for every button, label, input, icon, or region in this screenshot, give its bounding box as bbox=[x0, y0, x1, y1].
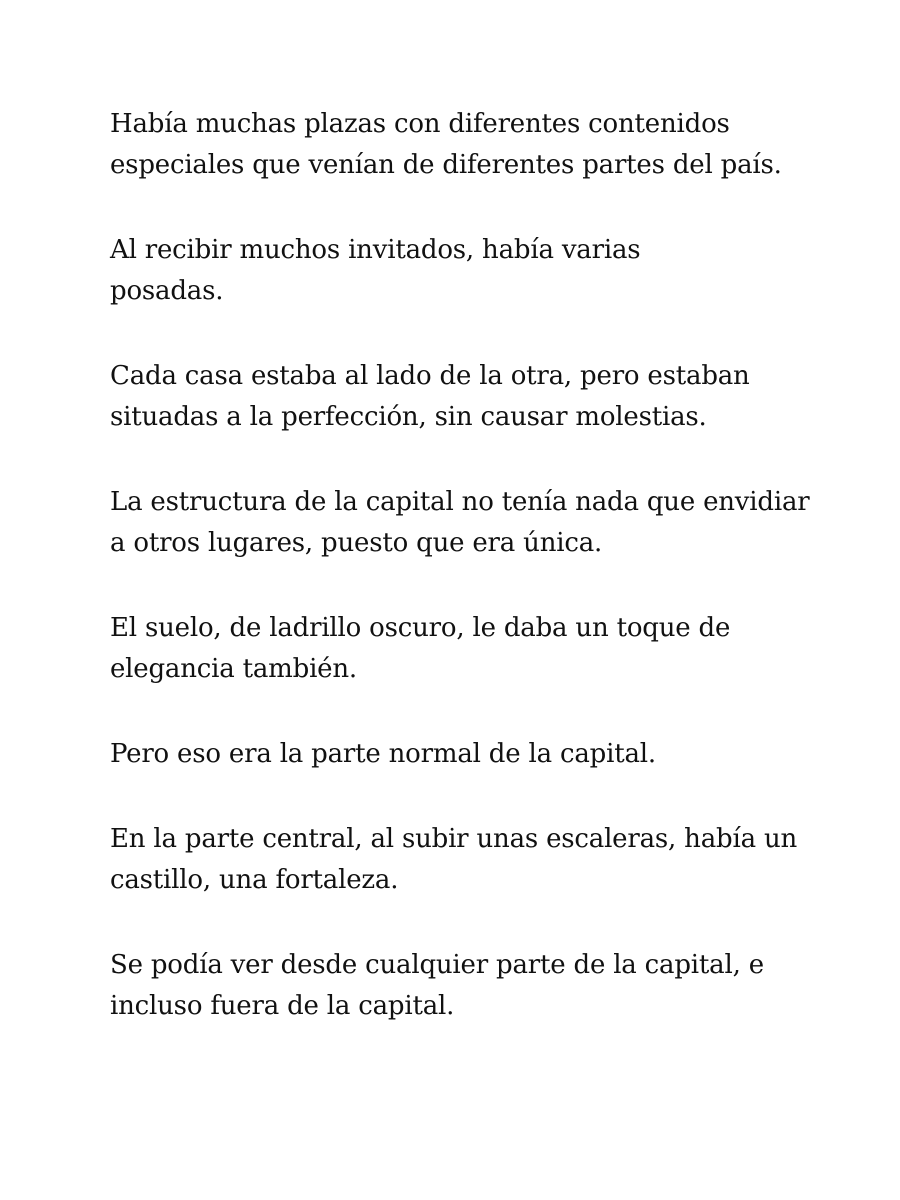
paragraph-6: Pero eso era la parte normal de la capital. bbox=[110, 739, 656, 769]
paragraph-8: Se podía ver desde cualquier parte de la capital, e incluso fuera de la capital. bbox=[110, 950, 764, 1021]
paragraph-5: El suelo, de ladrillo oscuro, le daba un toque de elegancia también. bbox=[110, 613, 731, 684]
paragraph-3: Cada casa estaba al lado de la otra, pero estaban situadas a la perfección, sin causar molestias. bbox=[110, 361, 750, 432]
paragraph-4: La estructura de la capital no tenía nada que envidiar a otros lugares, puesto que era única. bbox=[110, 487, 810, 558]
paragraph-7: En la parte central, al subir unas escaleras, había un castillo, una fortaleza. bbox=[110, 824, 798, 895]
paragraph-2: Al recibir muchos invitados, había varias posadas. bbox=[110, 235, 641, 306]
paragraph-1: Había muchas plazas con diferentes contenidos especiales que venían de diferentes partes del país. bbox=[110, 109, 782, 180]
document-page bbox=[110, 104, 810, 1071]
